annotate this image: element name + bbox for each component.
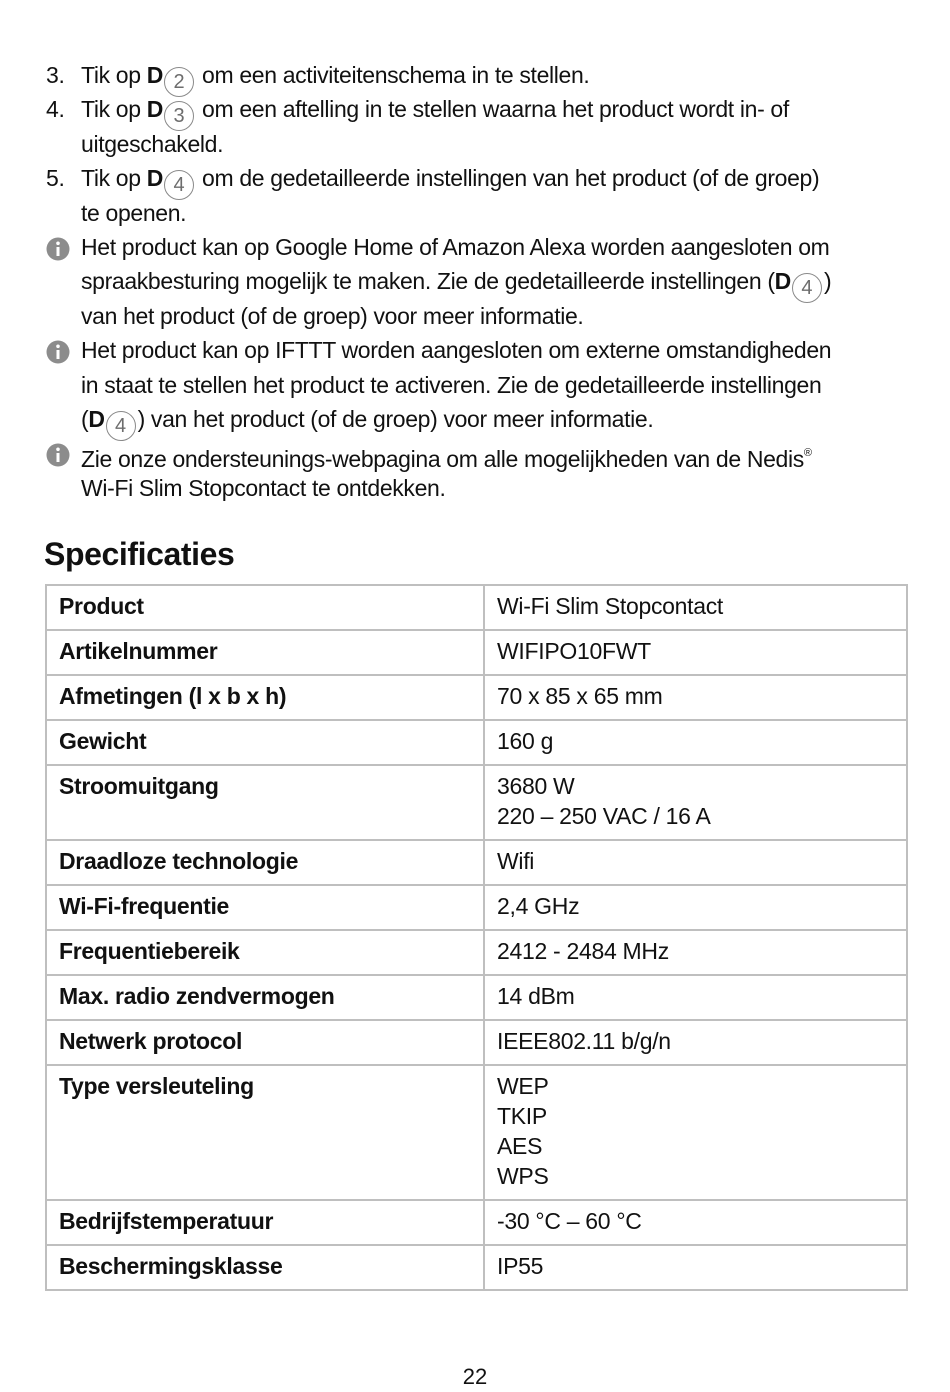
callout-number: 4	[792, 273, 822, 303]
spec-label: Wi-Fi-frequentie	[46, 885, 484, 930]
spec-value: 70 x 85 x 65 mm	[497, 683, 663, 709]
step-text: Tik op	[81, 165, 147, 192]
step-number: 5.	[46, 165, 65, 192]
spec-label: Artikelnummer	[46, 630, 484, 675]
note-text: (	[81, 405, 89, 432]
spec-label: Gewicht	[46, 720, 484, 765]
spec-value: 3680 W	[497, 773, 575, 799]
spec-value: WPS	[497, 1163, 549, 1189]
table-row	[46, 1065, 907, 1200]
info-icon	[46, 443, 70, 467]
spec-value-cell	[484, 630, 907, 675]
list-item	[46, 58, 906, 92]
spec-value: 14 dBm	[497, 983, 575, 1009]
note-text: in staat te stellen het product te activeren. Zie de gedetailleerde instellingen	[81, 371, 822, 398]
spec-value: 220 – 250 VAC / 16 A	[497, 803, 711, 829]
info-note-continuation	[46, 299, 906, 333]
spec-value-cell	[484, 840, 907, 885]
table-row	[46, 675, 907, 720]
step-text: om een aftelling in te stellen waarna het product wordt in- of	[196, 96, 789, 123]
section-heading: Specificaties	[44, 536, 235, 572]
step-text: Tik op	[81, 62, 147, 88]
spec-value: WEP	[497, 1073, 549, 1099]
step-text: om een activiteitenschema in te stellen.	[196, 62, 590, 88]
spec-value: 2,4 GHz	[497, 893, 580, 919]
spec-value-cell	[484, 930, 907, 975]
note-text: Zie onze ondersteunings-webpagina om alle mogelijkheden van de Nedis	[81, 446, 804, 473]
spec-label: Bedrijfstemperatuur	[46, 1200, 484, 1245]
table-row	[46, 885, 907, 930]
page-number: 22	[462, 1364, 488, 1389]
note-text: Wi-Fi Slim Stopcontact te ontdekken.	[81, 474, 446, 501]
spec-value: Wifi	[497, 848, 535, 874]
step-text: uitgeschakeld.	[81, 130, 224, 157]
spec-label: Type versleuteling	[46, 1065, 484, 1200]
spec-value-cell	[484, 675, 907, 720]
list-item	[46, 92, 906, 126]
table-row	[46, 720, 907, 765]
specifications-table	[45, 584, 908, 1291]
figure-ref: D	[146, 96, 163, 123]
note-text: van het product (of de groep) voor meer informatie.	[81, 302, 584, 329]
figure-ref: D	[146, 62, 163, 88]
callout-number: 2	[164, 67, 194, 97]
step-text: om de gedetailleerde instellingen van het product (of de groep)	[196, 165, 820, 192]
table-row	[46, 930, 907, 975]
spec-label: Max. radio zendvermogen	[46, 975, 484, 1020]
spec-value: WIFIPO10FWT	[497, 638, 651, 664]
specifications-table-body	[46, 585, 907, 1290]
table-row	[46, 975, 907, 1020]
spec-label: Frequentiebereik	[46, 930, 484, 975]
callout-number: 3	[164, 101, 194, 131]
spec-value: TKIP	[497, 1103, 547, 1129]
step-number: 4.	[46, 96, 65, 123]
figure-ref: D	[88, 405, 105, 432]
spec-value: AES	[497, 1133, 543, 1159]
spec-value-cell	[484, 765, 907, 840]
list-item	[46, 161, 906, 195]
spec-value-cell	[484, 585, 907, 630]
spec-label: Afmetingen (l x b x h)	[46, 675, 484, 720]
spec-label: Draadloze technologie	[46, 840, 484, 885]
spec-value-cell	[484, 1065, 907, 1200]
info-note	[46, 436, 906, 473]
info-note-continuation	[46, 402, 906, 436]
table-row	[46, 585, 907, 630]
spec-value: Wi-Fi Slim Stopcontact	[497, 593, 724, 619]
note-text: spraakbesturing mogelijk te maken. Zie de gedetailleerde instellingen (	[81, 268, 775, 295]
note-text: Het product kan op Google Home of Amazon Alexa worden aangesloten om	[81, 233, 830, 260]
table-row	[46, 840, 907, 885]
note-text: ) van het product (of de groep) voor meer informatie.	[137, 405, 654, 432]
spec-value-cell	[484, 1245, 907, 1290]
spec-label: Netwerk protocol	[46, 1020, 484, 1065]
note-text: Het product kan op IFTTT worden aangesloten om externe omstandigheden	[81, 337, 832, 364]
callout-number: 4	[106, 411, 136, 441]
table-row	[46, 1200, 907, 1245]
spec-label: Product	[46, 585, 484, 630]
table-row	[46, 630, 907, 675]
spec-label: Stroomuitgang	[46, 765, 484, 840]
spec-value: 160 g	[497, 728, 554, 754]
note-text: )	[823, 268, 832, 295]
spec-value: IEEE802.11 b/g/n	[497, 1028, 671, 1054]
step-number: 3.	[46, 62, 65, 88]
info-icon	[46, 340, 70, 364]
table-row	[46, 1245, 907, 1290]
spec-value-cell	[484, 975, 907, 1020]
spec-value: 2412 - 2484 MHz	[497, 938, 669, 964]
info-note-continuation	[46, 264, 906, 298]
registered-mark: ®	[803, 447, 812, 460]
figure-ref: D	[774, 268, 791, 295]
spec-value-cell	[484, 1200, 907, 1245]
list-item-continuation	[46, 196, 906, 230]
step-text: Tik op	[81, 96, 147, 123]
spec-value: -30 °C – 60 °C	[497, 1208, 642, 1234]
spec-value-cell	[484, 885, 907, 930]
spec-value-cell	[484, 1020, 907, 1065]
table-row	[46, 1020, 907, 1065]
spec-label: Beschermingsklasse	[46, 1245, 484, 1290]
instruction-block	[46, 58, 906, 505]
callout-number: 4	[164, 170, 194, 200]
info-note	[46, 333, 906, 367]
info-icon	[46, 237, 70, 261]
table-row	[46, 765, 907, 840]
spec-value-cell	[484, 720, 907, 765]
list-item-continuation	[46, 127, 906, 161]
info-note-continuation	[46, 471, 906, 505]
info-note-continuation	[46, 368, 906, 402]
step-text: te openen.	[81, 199, 187, 226]
info-note	[46, 230, 906, 264]
figure-ref: D	[146, 165, 163, 192]
spec-value: IP55	[497, 1253, 544, 1279]
